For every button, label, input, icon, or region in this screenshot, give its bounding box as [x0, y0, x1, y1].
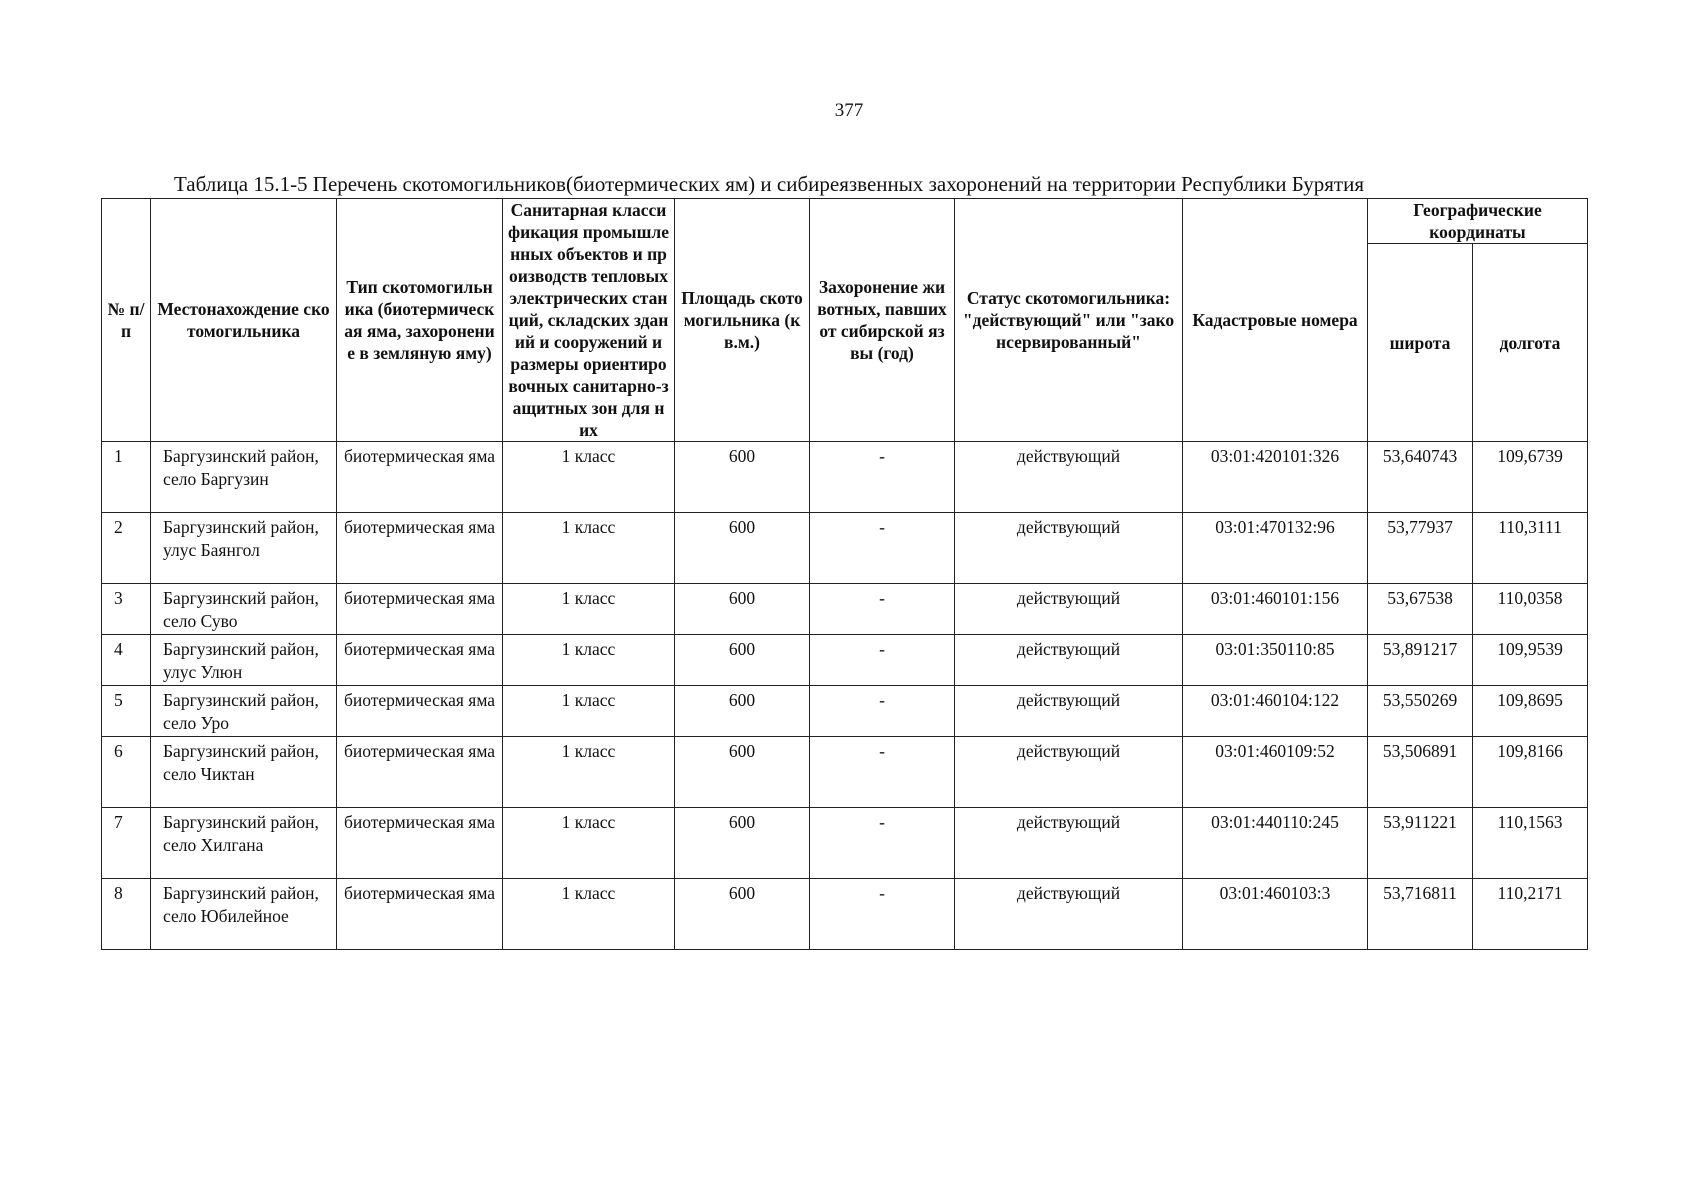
cell-cadastral: 03:01:420101:326: [1183, 442, 1368, 513]
page-number: 377: [834, 100, 864, 121]
cell-cadastral: 03:01:350110:85: [1183, 635, 1368, 686]
cell-type: биотермическая яма: [337, 737, 503, 808]
cell-cadastral: 03:01:440110:245: [1183, 808, 1368, 879]
cell-latitude: 53,911221: [1368, 808, 1473, 879]
cell-latitude: 53,640743: [1368, 442, 1473, 513]
cell-type: биотермическая яма: [337, 513, 503, 584]
cell-num: 8: [102, 879, 151, 950]
cell-sanitary-class: 1 класс: [503, 808, 675, 879]
cell-location: Баргузинский район, село Чиктан: [151, 737, 337, 808]
table-header: [102, 199, 1588, 442]
cell-num: 6: [102, 737, 151, 808]
table-row: [102, 737, 1588, 808]
cell-cadastral: 03:01:460101:156: [1183, 584, 1368, 635]
cell-status: действующий: [955, 686, 1183, 737]
cell-type: биотермическая яма: [337, 686, 503, 737]
cell-anthrax-burial: -: [810, 808, 955, 879]
table-row: [102, 686, 1588, 737]
cell-latitude: 53,506891: [1368, 737, 1473, 808]
header-cadastral: Кадастровые номера: [1183, 199, 1368, 442]
header-location: Местонахождение скотомогильника: [151, 199, 337, 442]
cell-sanitary-class: 1 класс: [503, 879, 675, 950]
cell-location: Баргузинский район, село Уро: [151, 686, 337, 737]
header-num: № п/ п: [102, 199, 151, 442]
cell-longitude: 109,9539: [1473, 635, 1588, 686]
cell-area: 600: [675, 584, 810, 635]
cell-location: Баргузинский район, улус Улюн: [151, 635, 337, 686]
cell-latitude: 53,891217: [1368, 635, 1473, 686]
cell-num: 7: [102, 808, 151, 879]
cell-status: действующий: [955, 584, 1183, 635]
header-row-top: [102, 199, 1588, 244]
header-longitude: долгота: [1473, 244, 1588, 442]
cell-area: 600: [675, 513, 810, 584]
cell-sanitary-class: 1 класс: [503, 513, 675, 584]
cell-status: действующий: [955, 808, 1183, 879]
cell-anthrax-burial: -: [810, 879, 955, 950]
table-caption: Таблица 15.1-5 Перечень скотомогильников(биотермических ям) и сибиреязвенных захоронений на территории Республики Бурятия: [174, 172, 1364, 196]
cell-status: действующий: [955, 879, 1183, 950]
cell-anthrax-burial: -: [810, 513, 955, 584]
cell-area: 600: [675, 686, 810, 737]
cell-status: действующий: [955, 442, 1183, 513]
cell-latitude: 53,550269: [1368, 686, 1473, 737]
header-anthrax-burial: Захоронение животных, павших от сибирской язвы (год): [810, 199, 955, 442]
cell-longitude: 110,1563: [1473, 808, 1588, 879]
cell-status: действующий: [955, 513, 1183, 584]
header-status: Статус скотомогильника: "действующий" или "законсервированный": [955, 199, 1183, 442]
cell-area: 600: [675, 442, 810, 513]
table-row: [102, 879, 1588, 950]
cell-anthrax-burial: -: [810, 737, 955, 808]
cell-latitude: 53,77937: [1368, 513, 1473, 584]
header-type: Тип скотомогильника (биотермическая яма, захоронение в земляную яму): [337, 199, 503, 442]
cell-sanitary-class: 1 класс: [503, 584, 675, 635]
cell-area: 600: [675, 635, 810, 686]
cell-sanitary-class: 1 класс: [503, 737, 675, 808]
header-area: Площадь скотомогильника (кв.м.): [675, 199, 810, 442]
table-row: [102, 513, 1588, 584]
cell-type: биотермическая яма: [337, 808, 503, 879]
cell-sanitary-class: 1 класс: [503, 686, 675, 737]
cell-anthrax-burial: -: [810, 635, 955, 686]
header-sanitary-class: Санитарная классификация промышленных объектов и производств тепловых электрических станций, складских зданий и сооружений и размеры ориентировочных санитарно-защитных зон для них: [503, 199, 675, 442]
cell-longitude: 110,2171: [1473, 879, 1588, 950]
cell-longitude: 110,3111: [1473, 513, 1588, 584]
cell-longitude: 109,6739: [1473, 442, 1588, 513]
cell-anthrax-burial: -: [810, 686, 955, 737]
cell-longitude: 110,0358: [1473, 584, 1588, 635]
cell-type: биотермическая яма: [337, 635, 503, 686]
cell-location: Баргузинский район, село Юбилейное: [151, 879, 337, 950]
cell-num: 3: [102, 584, 151, 635]
cell-latitude: 53,67538: [1368, 584, 1473, 635]
cell-num: 2: [102, 513, 151, 584]
cell-type: биотермическая яма: [337, 584, 503, 635]
cell-sanitary-class: 1 класс: [503, 442, 675, 513]
cell-status: действующий: [955, 737, 1183, 808]
cell-type: биотермическая яма: [337, 442, 503, 513]
table-row: [102, 584, 1588, 635]
cell-area: 600: [675, 737, 810, 808]
cell-type: биотермическая яма: [337, 879, 503, 950]
cell-longitude: 109,8695: [1473, 686, 1588, 737]
cell-longitude: 109,8166: [1473, 737, 1588, 808]
table-row: [102, 635, 1588, 686]
header-geo-coordinates: Географические координаты: [1368, 199, 1588, 244]
table-body: [102, 442, 1588, 950]
cell-num: 5: [102, 686, 151, 737]
cell-num: 4: [102, 635, 151, 686]
cell-location: Баргузинский район, село Хилгана: [151, 808, 337, 879]
cell-sanitary-class: 1 класс: [503, 635, 675, 686]
cell-num: 1: [102, 442, 151, 513]
cell-location: Баргузинский район, село Суво: [151, 584, 337, 635]
cell-location: Баргузинский район, улус Баянгол: [151, 513, 337, 584]
cell-area: 600: [675, 808, 810, 879]
cattle-burial-registry-table: [101, 198, 1588, 950]
cell-cadastral: 03:01:470132:96: [1183, 513, 1368, 584]
cell-anthrax-burial: -: [810, 584, 955, 635]
cell-latitude: 53,716811: [1368, 879, 1473, 950]
table-row: [102, 442, 1588, 513]
cell-status: действующий: [955, 635, 1183, 686]
cell-cadastral: 03:01:460109:52: [1183, 737, 1368, 808]
header-latitude: широта: [1368, 244, 1473, 442]
cell-cadastral: 03:01:460103:3: [1183, 879, 1368, 950]
table-row: [102, 808, 1588, 879]
cell-area: 600: [675, 879, 810, 950]
cell-cadastral: 03:01:460104:122: [1183, 686, 1368, 737]
cell-anthrax-burial: -: [810, 442, 955, 513]
cell-location: Баргузинский район, село Баргузин: [151, 442, 337, 513]
